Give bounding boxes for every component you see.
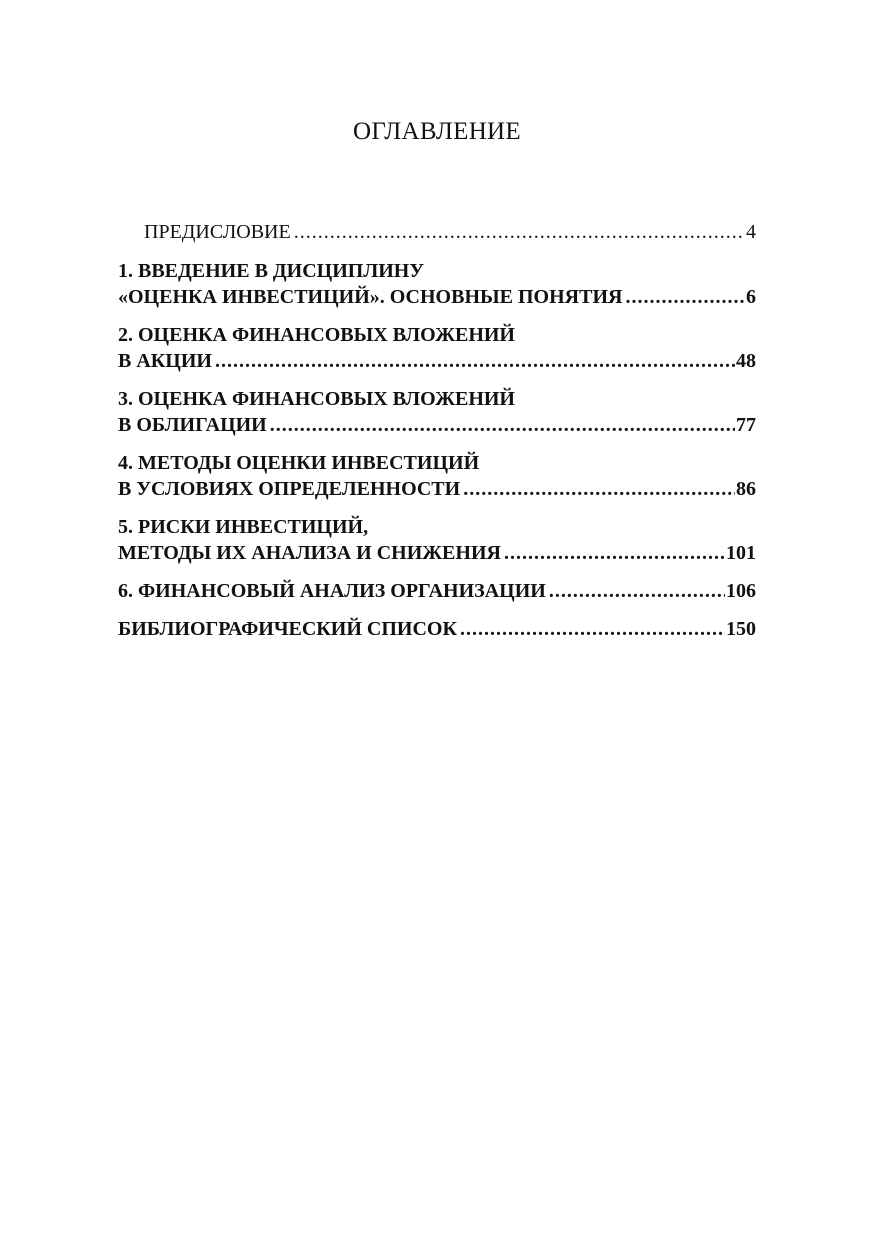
toc-entry-title-line2: В ОБЛИГАЦИИ bbox=[118, 414, 267, 436]
toc-entry-title-line2: «ОЦЕНКА ИНВЕСТИЦИЙ». ОСНОВНЫЕ ПОНЯТИЯ bbox=[118, 286, 623, 308]
toc-entry-chapter-4[interactable] bbox=[118, 450, 756, 502]
toc-entry-line bbox=[118, 476, 756, 502]
toc-entry-preface[interactable] bbox=[118, 219, 756, 245]
toc-page-number: 6 bbox=[746, 286, 756, 308]
toc-entry-chapter-3[interactable] bbox=[118, 386, 756, 438]
toc-entry-chapter-6[interactable] bbox=[118, 578, 756, 604]
toc-entry-title-line1: 3. ОЦЕНКА ФИНАНСОВЫХ ВЛОЖЕНИЙ bbox=[118, 388, 515, 410]
toc-dot-leader bbox=[549, 578, 725, 604]
toc-page-number: 101 bbox=[726, 542, 756, 564]
table-of-contents bbox=[118, 219, 756, 654]
toc-entry-line bbox=[118, 412, 756, 438]
toc-entry-title-line1: 2. ОЦЕНКА ФИНАНСОВЫХ ВЛОЖЕНИЙ bbox=[118, 324, 515, 346]
toc-dot-leader bbox=[294, 219, 745, 245]
toc-dot-leader bbox=[215, 348, 735, 374]
toc-entry-title-line2: В УСЛОВИЯХ ОПРЕДЕЛЕННОСТИ bbox=[118, 478, 461, 500]
toc-page-number: 106 bbox=[726, 580, 756, 602]
toc-entry-chapter-1[interactable] bbox=[118, 258, 756, 310]
toc-entry-title-line1: 5. РИСКИ ИНВЕСТИЦИЙ, bbox=[118, 516, 369, 538]
toc-page-number: 86 bbox=[736, 478, 756, 500]
toc-entry-title-line2: В АКЦИИ bbox=[118, 350, 212, 372]
toc-dot-leader bbox=[463, 476, 735, 502]
toc-entry-title: 6. ФИНАНСОВЫЙ АНАЛИЗ ОРГАНИЗАЦИИ bbox=[118, 580, 546, 602]
toc-entry-line bbox=[118, 616, 756, 642]
toc-page-number: 77 bbox=[736, 414, 756, 436]
toc-page-number: 4 bbox=[746, 221, 756, 243]
toc-entry-chapter-2[interactable] bbox=[118, 322, 756, 374]
toc-page-number: 150 bbox=[726, 618, 756, 640]
toc-entry-title-line2: МЕТОДЫ ИХ АНАЛИЗА И СНИЖЕНИЯ bbox=[118, 542, 501, 564]
toc-page-number: 48 bbox=[736, 350, 756, 372]
toc-entry-line bbox=[118, 219, 756, 245]
toc-entry-line bbox=[118, 284, 756, 310]
toc-entry-bibliography[interactable] bbox=[118, 616, 756, 642]
toc-entry-title-line1: 4. МЕТОДЫ ОЦЕНКИ ИНВЕСТИЦИЙ bbox=[118, 452, 480, 474]
toc-dot-leader bbox=[504, 540, 725, 566]
toc-entry-title: БИБЛИОГРАФИЧЕСКИЙ СПИСОК bbox=[118, 618, 457, 640]
toc-dot-leader bbox=[270, 412, 735, 438]
toc-entry-line bbox=[118, 540, 756, 566]
toc-dot-leader bbox=[625, 284, 745, 310]
toc-dot-leader bbox=[460, 616, 725, 642]
page-title: ОГЛАВЛЕНИЕ bbox=[353, 118, 521, 145]
toc-entry-chapter-5[interactable] bbox=[118, 514, 756, 566]
toc-entry-title-line1: 1. ВВЕДЕНИЕ В ДИСЦИПЛИНУ bbox=[118, 260, 425, 282]
toc-entry-title: ПРЕДИСЛОВИЕ bbox=[144, 221, 291, 243]
toc-entry-line bbox=[118, 348, 756, 374]
toc-entry-line bbox=[118, 578, 756, 604]
